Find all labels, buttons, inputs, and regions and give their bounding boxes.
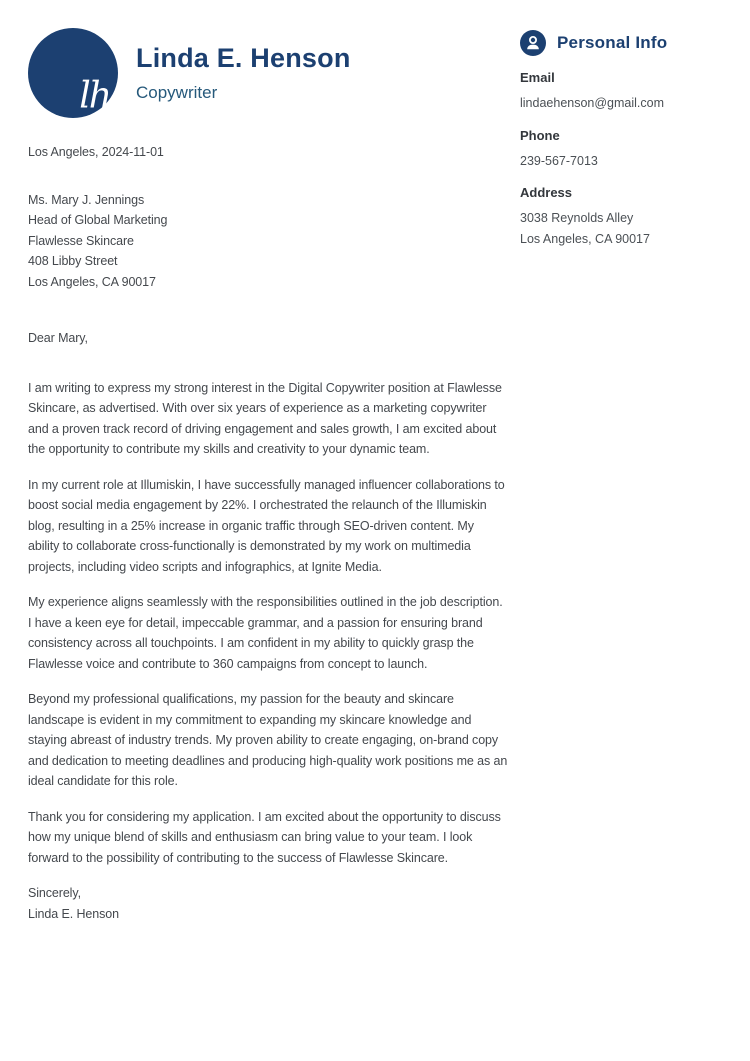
personal-info-field-email xyxy=(520,70,722,114)
letter-paragraph: Thank you for considering my application. I am excited about the opportunity to discuss how my unique blend of skills and enthusiasm can bring value to your team. I look forward to the possibility of contributing to the success of Flawlesse Skincare. xyxy=(28,809,501,865)
field-label: Phone xyxy=(520,127,560,143)
personal-info-sidebar xyxy=(520,28,722,1033)
salutation: Dear Mary, xyxy=(28,331,88,345)
personal-info-heading: Personal Info xyxy=(557,33,668,52)
person-name: Linda E. Henson xyxy=(136,43,351,73)
address-line: 3038 Reynolds Alley xyxy=(520,211,634,225)
letter-paragraph: In my current role at Illumiskin, I have successfully managed influencer collaborations to boost social media engagement by 22%. I orchestrated the relaunch of the Illumiskin blog, resulting in a 25% increase in organic traffic through SEO-driven content. My ability to collaborate cross-functionally is demonstrated by my work on multimedia projects, including video scripts and infographics, at Ignite Media. xyxy=(28,477,505,574)
recipient-line: 408 Libby Street xyxy=(28,254,118,268)
closing: Sincerely, xyxy=(28,886,81,900)
field-label: Address xyxy=(520,185,573,200)
avatar-initials: lh xyxy=(79,75,110,117)
field-label: Email xyxy=(520,70,555,85)
email-value: lindaehenson@gmail.com xyxy=(520,96,665,110)
avatar xyxy=(28,28,118,118)
address-line: Los Angeles, CA 90017 xyxy=(520,231,650,246)
recipient-line: Head of Global Marketing xyxy=(28,213,168,227)
letter-main-column xyxy=(28,28,508,1033)
recipient-line: Los Angeles, CA 90017 xyxy=(28,274,156,289)
letter-paragraph: I am writing to express my strong interest in the Digital Copywriter position at Flawlesse Skincare, as advertised. With over six years of experience as a marketing copywriter and a proven track record of driving engagement and sales growth, I am excited about the opportunity to contribute my skills and creativity to your dynamic team. xyxy=(28,380,502,456)
recipient-line: Ms. Mary J. Jennings xyxy=(28,192,145,207)
personal-info-field-phone xyxy=(520,128,722,172)
person-icon xyxy=(520,30,546,56)
person-job-title: Copywriter xyxy=(136,83,218,102)
recipient-block xyxy=(28,190,508,293)
letter-paragraph: My experience aligns seamlessly with the responsibilities outlined in the job description. I have a keen eye for detail, impeccable grammar, and a passion for ensuring brand consistency across all touchpoints. I am confident in my ability to quickly grasp the Flawlesse voice and contribute to 360 campaigns from concept to launch. xyxy=(28,595,503,671)
letter-body xyxy=(28,142,508,924)
letter-paragraph: Beyond my professional qualifications, my passion for the beauty and skincare landscape is evident in my commitment to expanding my skincare knowledge and staying abreast of industry trends. My proven ability to create engaging, on-brand copy and dedication to meeting deadlines and producing high-quality work positions me as an ideal candidate for this role. xyxy=(28,692,508,788)
letter-header xyxy=(28,28,508,118)
recipient-line: Flawlesse Skincare xyxy=(28,233,134,248)
signature: Linda E. Henson xyxy=(28,906,119,921)
personal-info-header xyxy=(520,30,722,56)
phone-value: 239-567-7013 xyxy=(520,153,598,168)
personal-info-field-address xyxy=(520,185,722,249)
closing-block xyxy=(28,883,508,924)
date-line: Los Angeles, 2024-11-01 xyxy=(28,145,164,159)
header-text xyxy=(136,28,351,103)
